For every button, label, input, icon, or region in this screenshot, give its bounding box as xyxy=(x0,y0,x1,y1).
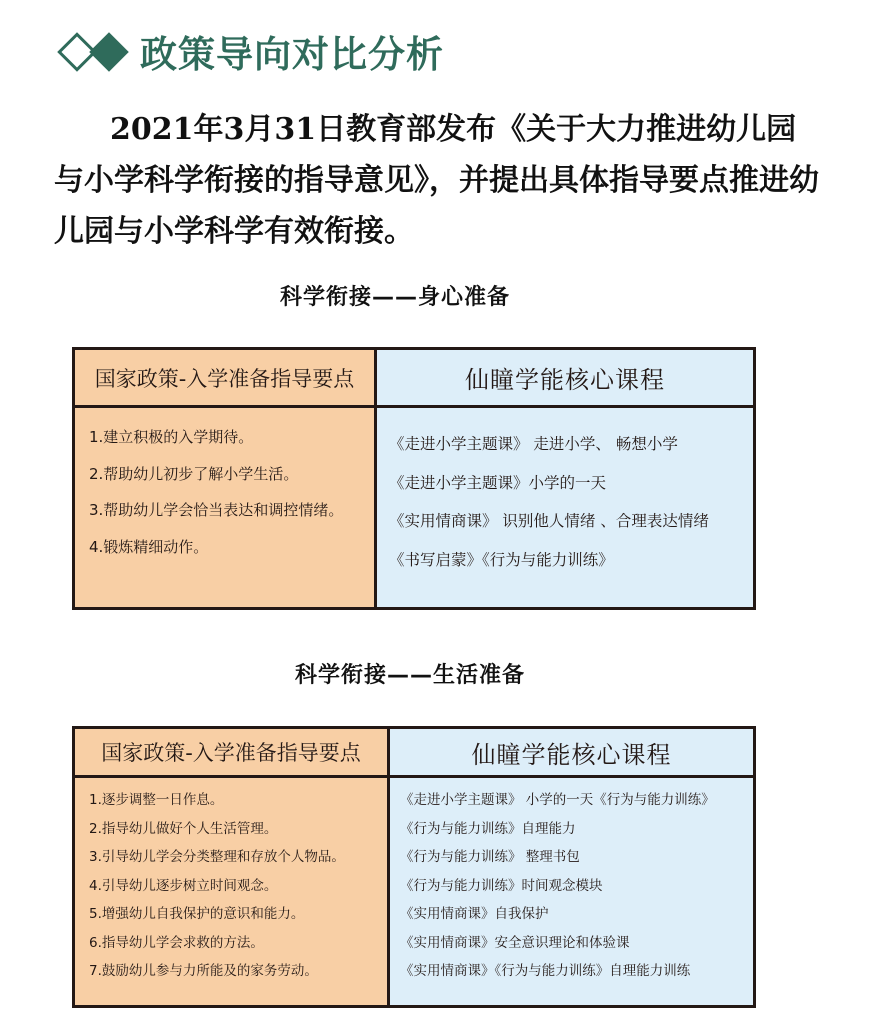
page-header xyxy=(54,26,444,76)
policy-points-list xyxy=(75,778,387,980)
list-item: 3.帮助幼儿学会恰当表达和调控情绪。 xyxy=(89,501,344,519)
list-item: 《实用情商课》自我保护 xyxy=(400,906,549,922)
section-title-life: 科学衔接——生活准备 xyxy=(294,663,525,688)
table-header-course: 仙瞳学能核心课程 xyxy=(387,729,753,778)
list-item: 1.逐步调整一日作息。 xyxy=(89,792,224,808)
list-item: 《实用情商课》《行为与能力训练》自理能力训练 xyxy=(400,963,691,979)
table-header-policy: 国家政策-入学准备指导要点 xyxy=(75,350,374,408)
course-items-list xyxy=(390,778,753,980)
list-item: 2.指导幼儿做好个人生活管理。 xyxy=(89,820,278,837)
course-items-cell xyxy=(387,778,753,1005)
list-item: 3.引导幼儿学会分类整理和存放个人物品。 xyxy=(89,849,345,865)
list-item: 《实用情商课》 识别他人情绪 、合理表达情绪 xyxy=(389,512,709,530)
list-item: 4.锻炼精细动作。 xyxy=(89,537,209,556)
table-header-course: 仙瞳学能核心课程 xyxy=(374,350,753,408)
list-item: 《书写启蒙》《行为与能力训练》 xyxy=(389,550,614,569)
list-item: 《行为与能力训练》 整理书包 xyxy=(400,849,580,865)
double-diamond-icon xyxy=(54,26,138,76)
list-item: 6.指导幼儿学会求救的方法。 xyxy=(89,934,264,951)
policy-points-list xyxy=(75,408,374,557)
list-item: 1.建立积极的入学期待。 xyxy=(89,428,254,446)
comparison-table-physical-mental xyxy=(72,347,756,610)
section-title-physical-mental: 科学衔接——身心准备 xyxy=(279,285,510,310)
list-item: 《行为与能力训练》自理能力 xyxy=(400,820,576,837)
table-header-policy: 国家政策-入学准备指导要点 xyxy=(75,729,387,778)
list-item: 7.鼓励幼儿参与力所能及的家务劳动。 xyxy=(89,963,318,979)
list-item: 《行为与能力训练》时间观念模块 xyxy=(400,877,603,894)
comparison-table-life xyxy=(72,726,756,1008)
list-item: 4.引导幼儿逐步树立时间观念。 xyxy=(89,877,278,894)
list-item: 《走进小学主题课》 走进小学、 畅想小学 xyxy=(389,435,678,453)
list-item: 5.增强幼儿自我保护的意识和能力。 xyxy=(89,906,305,922)
list-item: 《走进小学主题课》小学的一天 xyxy=(389,473,607,492)
course-items-list xyxy=(377,408,753,570)
page-title: 政策导向对比分析 xyxy=(140,33,444,76)
intro-paragraph: 2021年3月31日教育部发布《关于大力推进幼儿园与小学科学衔接的指导意见》，并提出具体指导要点推进幼儿园与小学科学有效衔接。 xyxy=(54,112,819,249)
course-items-cell xyxy=(374,408,753,607)
solid-diamond-icon xyxy=(89,32,129,72)
policy-points-cell xyxy=(75,778,387,1005)
list-item: 《走进小学主题课》 小学的一天《行为与能力训练》 xyxy=(400,792,715,808)
list-item: 《实用情商课》安全意识理论和体验课 xyxy=(400,934,630,951)
list-item: 2.帮助幼儿初步了解小学生活。 xyxy=(89,464,299,483)
policy-points-cell xyxy=(75,408,374,607)
